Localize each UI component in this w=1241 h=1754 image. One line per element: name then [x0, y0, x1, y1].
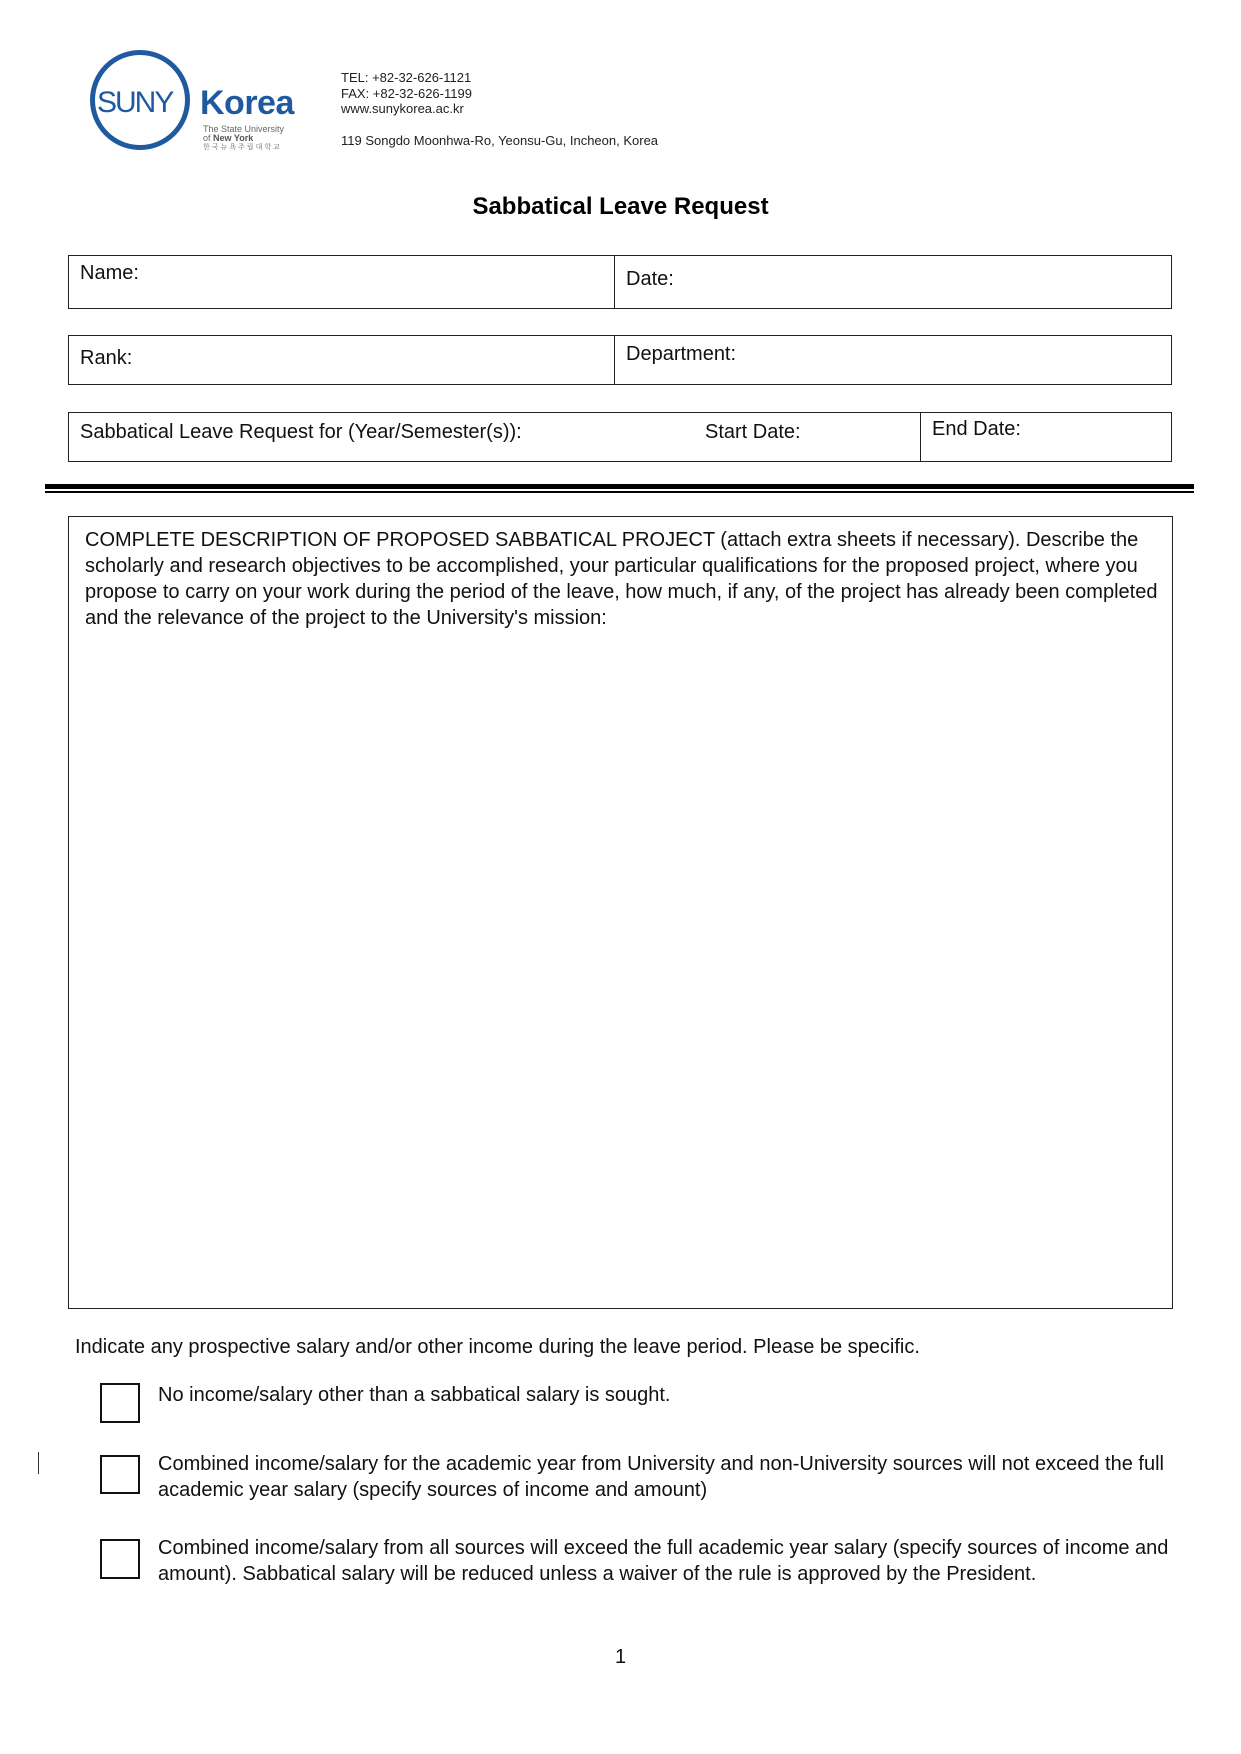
suny-korea-logo: [88, 48, 300, 160]
name-label: Name:: [80, 262, 139, 284]
rank-field[interactable]: [69, 336, 615, 384]
page-title: Sabbatical Leave Request: [472, 193, 769, 220]
rank-label: Rank:: [80, 347, 133, 369]
contact-block: [341, 70, 658, 148]
page-number: 1: [614, 1646, 627, 1668]
start-date-label: Start Date:: [705, 421, 801, 443]
name-field[interactable]: [69, 256, 615, 308]
income-option-3-label: Combined income/salary from all sources will exceed the full academic year salary (specify sources of income and amount). Sabbatical salary will be reduced unless a waiver of the rule is approved by the President.: [158, 1537, 1169, 1585]
income-option-3: [100, 1536, 1183, 1587]
logo-wordmark: Korea: [200, 84, 294, 122]
request-period-field[interactable]: [69, 413, 921, 461]
department-field[interactable]: [615, 336, 1171, 384]
logo-subtitle-line1: The State University: [203, 124, 285, 134]
income-option-2: [100, 1452, 1183, 1503]
logo-subtitle-bold: New York: [213, 133, 254, 143]
contact-tel: TEL: +82-32-626-1121: [341, 70, 472, 85]
logo-subtitle-prefix: of: [203, 133, 214, 143]
section-divider-thin: [45, 491, 1194, 493]
project-description-box[interactable]: [68, 516, 1173, 1309]
income-prompt: Indicate any prospective salary and/or other income during the leave period. Please be specific.: [75, 1336, 920, 1358]
project-description-instructions: COMPLETE DESCRIPTION OF PROPOSED SABBATICAL PROJECT (attach extra sheets if necessary). Describe the scholarly and research objectives to be accomplished, your particular qualifications for the proposed project, where you propose to carry on your work during the period of the leave, how much, if any, of the project has already been completed and the relevance of the project to the University's mission:: [85, 529, 1158, 629]
contact-fax: FAX: +82-32-626-1199: [341, 85, 472, 101]
income-option-1: [100, 1383, 1183, 1423]
leave-period-row: [68, 412, 1172, 462]
name-date-row: [68, 255, 1172, 309]
text-cursor-mark: [38, 1452, 39, 1474]
logo-mark: SUNY: [97, 86, 173, 119]
section-divider-thick: [45, 484, 1194, 489]
request-period-label: Sabbatical Leave Request for (Year/Semester(s)):: [80, 421, 522, 443]
logo-korean-name: 한국뉴욕주립대학교: [203, 144, 282, 151]
rank-department-row: [68, 335, 1172, 385]
income-option-3-checkbox[interactable]: [100, 1539, 140, 1579]
income-option-1-checkbox[interactable]: [100, 1383, 140, 1423]
date-label: Date:: [626, 268, 674, 290]
logo-subtitle-line2: [203, 133, 253, 143]
income-option-1-label: No income/salary other than a sabbatical salary is sought.: [158, 1384, 671, 1406]
income-option-2-label: Combined income/salary for the academic year from University and non-University sources will not exceed the full academic year salary (specify sources of income and amount): [158, 1453, 1164, 1501]
contact-website[interactable]: www.sunykorea.ac.kr: [341, 101, 464, 116]
date-field[interactable]: [615, 256, 1171, 308]
end-date-field[interactable]: [921, 413, 1171, 461]
department-label: Department:: [626, 343, 737, 365]
end-date-label: End Date:: [932, 418, 1021, 440]
income-option-2-checkbox[interactable]: [100, 1455, 140, 1494]
contact-address: 119 Songdo Moonhwa-Ro, Yeonsu-Gu, Incheon, Korea: [341, 132, 659, 148]
